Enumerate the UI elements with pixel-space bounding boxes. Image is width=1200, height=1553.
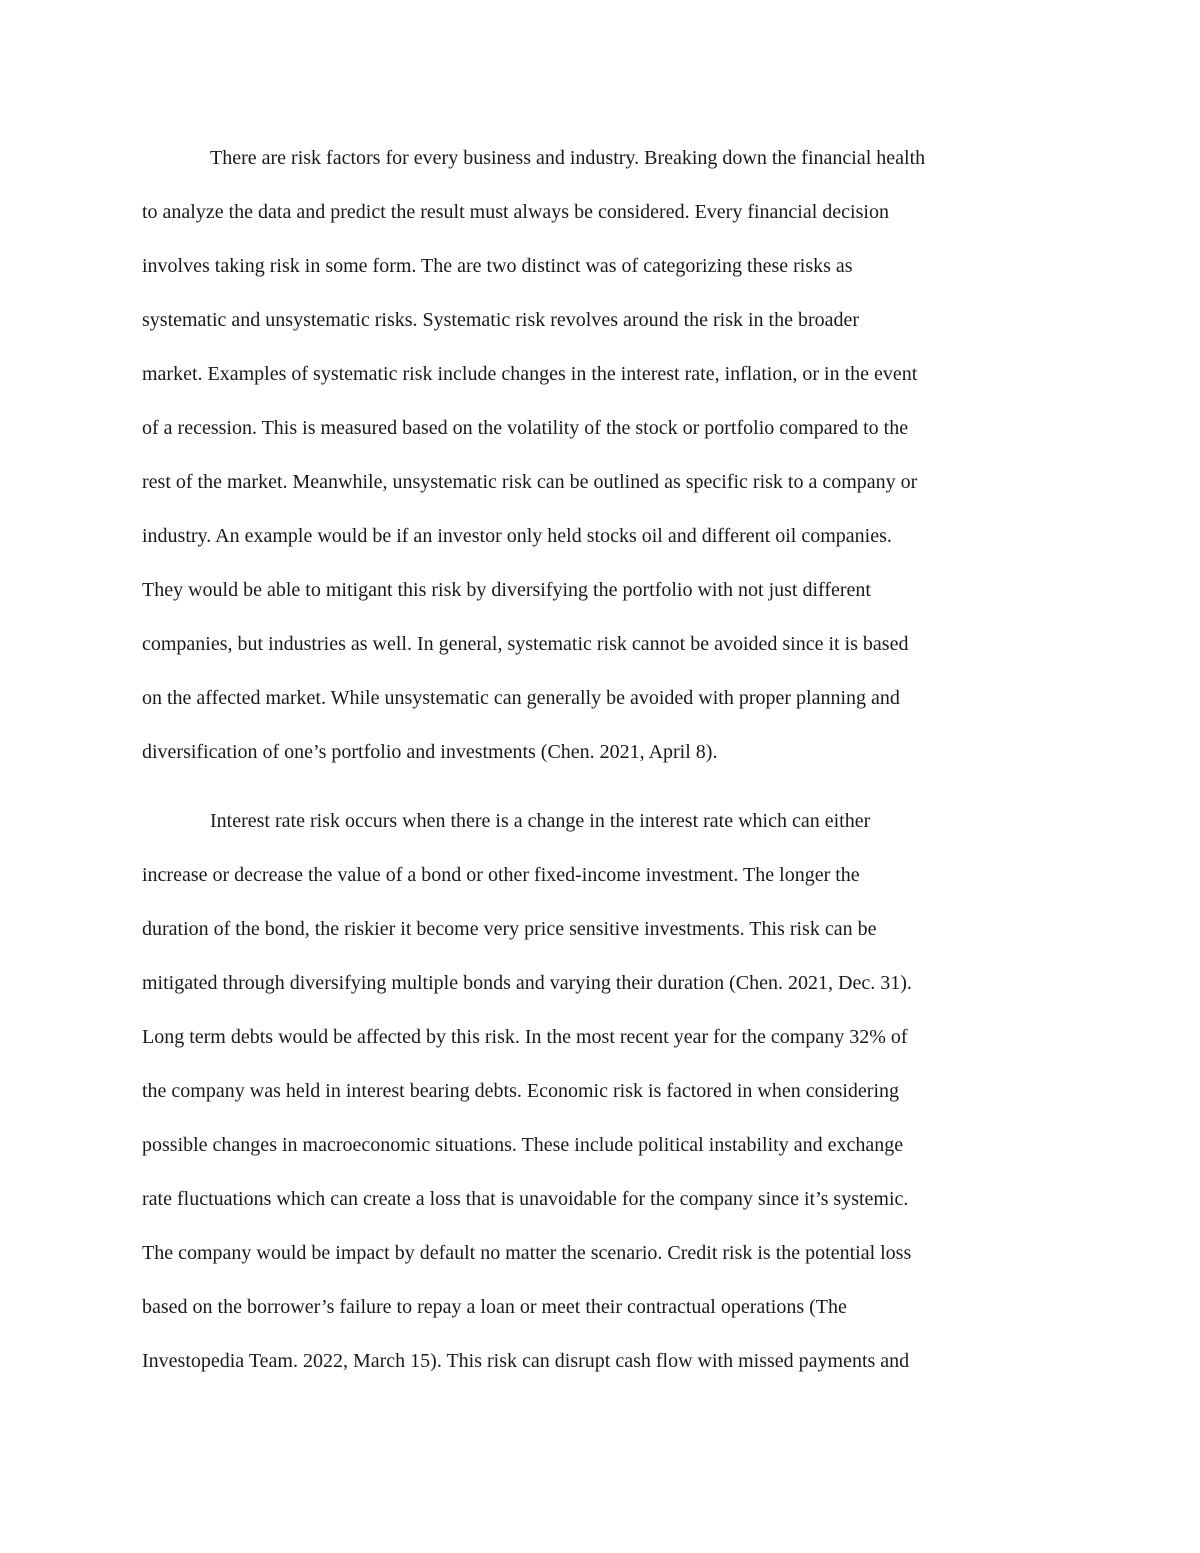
paragraph-line: companies, but industries as well. In general, systematic risk cannot be avoided since it is based [142, 633, 909, 655]
paragraph-line: rate fluctuations which can create a loss that is unavoidable for the company since it’s systemic. [142, 1188, 909, 1210]
paragraph-line: Long term debts would be affected by this risk. In the most recent year for the company 32% of [142, 1026, 908, 1048]
paragraph-line: based on the borrower’s failure to repay a loan or meet their contractual operations (The [142, 1296, 847, 1318]
paragraph-line: systematic and unsystematic risks. Systematic risk revolves around the risk in the broader [142, 309, 860, 331]
paragraph-systematic-risk [142, 143, 1058, 791]
paragraph-line: rest of the market. Meanwhile, unsystematic risk can be outlined as specific risk to a company or [142, 471, 918, 493]
paragraph-line: They would be able to mitigant this risk by diversifying the portfolio with not just different [142, 579, 871, 601]
paragraph-interest-rate-risk [142, 806, 1058, 1400]
paragraph-line: on the affected market. While unsystematic can generally be avoided with proper planning and [142, 687, 900, 709]
paragraph-line: the company was held in interest bearing debts. Economic risk is factored in when considering [142, 1080, 900, 1102]
paragraph-line: market. Examples of systematic risk include changes in the interest rate, inflation, or in the event [142, 363, 918, 385]
paragraph-line: industry. An example would be if an investor only held stocks oil and different oil companies. [142, 525, 892, 547]
paragraph-line: involves taking risk in some form. The are two distinct was of categorizing these risks as [142, 255, 853, 277]
paragraph-line: duration of the bond, the riskier it become very price sensitive investments. This risk can be [142, 918, 877, 940]
paragraph-line: There are risk factors for every business and industry. Breaking down the financial health [210, 147, 926, 169]
paragraph-line: increase or decrease the value of a bond or other fixed-income investment. The longer the [142, 864, 860, 886]
paragraph-line: Interest rate risk occurs when there is a change in the interest rate which can either [210, 810, 871, 832]
paragraph-line: The company would be impact by default no matter the scenario. Credit risk is the potential loss [142, 1242, 912, 1264]
paragraph-line: mitigated through diversifying multiple bonds and varying their duration (Chen. 2021, Dec. 31). [142, 972, 912, 994]
paragraph-line: Investopedia Team. 2022, March 15). This risk can disrupt cash flow with missed payments and [142, 1350, 910, 1372]
paragraph-line: to analyze the data and predict the result must always be considered. Every financial decision [142, 201, 889, 223]
paragraph-line: possible changes in macroeconomic situations. These include political instability and exchange [142, 1134, 904, 1156]
paragraph-line: diversification of one’s portfolio and investments (Chen. 2021, April 8). [142, 741, 718, 763]
paragraph-line: of a recession. This is measured based on the volatility of the stock or portfolio compared to the [142, 417, 909, 439]
